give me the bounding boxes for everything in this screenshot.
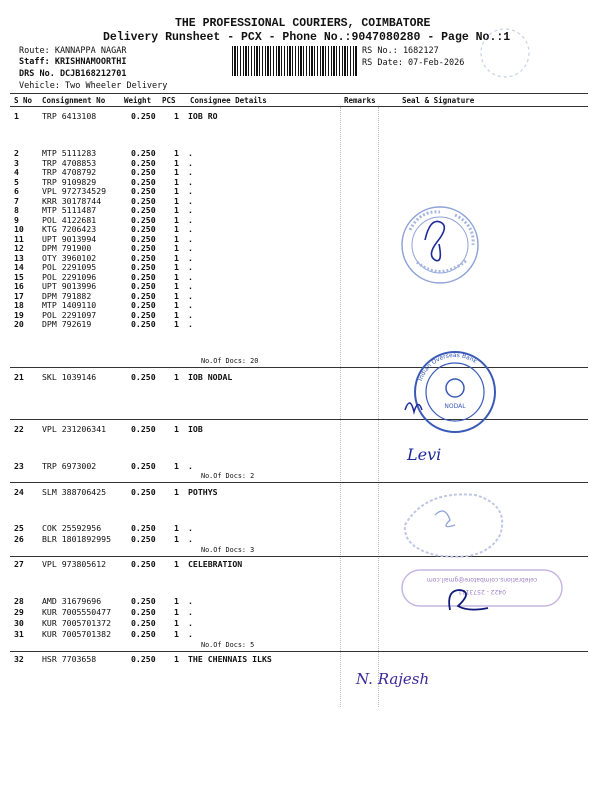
col-consignee: Consignee Details [190,96,267,105]
stamp-text: Indian Overseas Bank [416,351,479,382]
row-serial: 22 [14,424,24,434]
row-consignment-no: COK 25592956 [42,523,102,533]
row-consignment-no: TRP 6413108 [42,111,97,121]
row-pcs: 1 [174,523,179,533]
row-pcs: 1 [174,290,179,301]
row-consignment-no: VPL 972734529 [42,186,107,196]
row-pcs: 1 [174,167,179,177]
row-serial: 8 [14,205,19,215]
row-pcs: 1 [174,271,179,282]
row-weight: 0.250 [131,618,156,628]
row-serial: 28 [14,596,24,606]
rs-number: RS No.: 1682127 [362,46,439,56]
row-consignee: . [188,319,193,329]
row-consignment-no: KRR 30178744 [42,195,102,206]
row-serial: 10 [14,224,24,234]
row-pcs: 1 [174,319,179,329]
row-weight: 0.250 [131,148,156,158]
iob-nodal-stamp [400,350,510,440]
row-consignee: . [188,300,193,310]
row-consignment-no: TRP 9109829 [42,176,97,187]
row-consignment-no: VPL 973805612 [42,559,107,569]
row-pcs: 1 [174,372,179,382]
row-serial: 12 [14,243,24,253]
row-serial: 31 [14,629,24,639]
iob-ro-stamp [395,200,495,290]
row-consignment-no: OTY 3960102 [42,252,97,263]
row-pcs: 1 [174,461,179,471]
row-serial: 27 [14,559,24,569]
row-pcs: 1 [174,262,179,272]
row-consignee: CELEBRATION [188,559,243,569]
stamp-text: NODAL [444,403,466,410]
doc-count: No.Of Docs: 20 [201,357,259,365]
row-weight: 0.250 [131,224,156,234]
row-pcs: 1 [174,300,179,310]
rs-date: RS Date: 07-Feb-2026 [362,58,465,68]
row-weight: 0.250 [131,607,156,617]
row-serial: 18 [14,300,24,310]
row-pcs: 1 [174,195,179,206]
row-weight: 0.250 [131,233,156,244]
group-divider [10,651,588,652]
row-pcs: 1 [174,654,179,664]
row-weight: 0.250 [131,372,156,382]
row-weight: 0.250 [131,205,156,215]
row-consignee: . [188,309,193,320]
doc-count: No.Of Docs: 3 [201,546,255,554]
document-subtitle: Delivery Runsheet - PCX - Phone No.:9047080280 - Page No.:1 [103,31,511,44]
row-consignment-no: KUR 7005701372 [42,618,112,628]
row-weight: 0.250 [131,319,156,329]
row-weight: 0.250 [131,262,156,272]
row-pcs: 1 [174,233,179,244]
col-seal: Seal & Signature [402,96,475,105]
row-weight: 0.250 [131,243,156,253]
row-weight: 0.250 [131,424,156,434]
row-pcs: 1 [174,214,179,225]
row-consignee: IOB RO [188,111,218,121]
stamp-text: 0422 - 2573111 [458,588,506,595]
route-label: Route: KANNAPPA NAGAR [19,46,127,56]
row-serial: 13 [14,252,24,263]
row-pcs: 1 [174,309,179,320]
row-weight: 0.250 [131,534,156,544]
row-weight: 0.250 [131,252,156,263]
row-serial: 30 [14,618,24,628]
row-consignee: . [188,195,193,206]
row-pcs: 1 [174,487,179,497]
row-consignee: IOB [188,424,203,434]
row-pcs: 1 [174,559,179,569]
row-consignee: . [188,214,193,225]
row-consignee: . [188,629,193,639]
row-serial: 29 [14,607,24,617]
row-consignee: . [188,224,193,234]
drs-number: DRS No. DCJB168212701 [19,69,127,79]
row-pcs: 1 [174,281,179,291]
col-remarks: Remarks [344,96,376,105]
row-weight: 0.250 [131,559,156,569]
row-serial: 15 [14,271,24,282]
row-consignee: . [188,534,193,544]
row-pcs: 1 [174,148,179,158]
row-consignee: THE CHENNAIS ILKS [188,654,272,664]
row-weight: 0.250 [131,523,156,533]
row-consignment-no: MTP 5111283 [42,148,97,158]
doc-count: No.Of Docs: 5 [201,641,255,649]
row-consignee: . [188,607,193,617]
row-consignee: . [188,618,193,628]
row-consignment-no: SLM 388706425 [42,487,107,497]
row-consignment-no: SKL 1039146 [42,372,97,382]
row-consignment-no: MTP 5111487 [42,205,97,215]
row-consignee: . [188,205,193,215]
row-consignment-no: KUR 7005701382 [42,629,112,639]
row-consignee: IOB NODAL [188,372,233,382]
row-consignment-no: TRP 4708853 [42,157,97,168]
row-consignee: . [188,523,193,533]
row-consignment-no: DPM 792619 [42,319,92,329]
row-consignment-no: VPL 231206341 [42,424,107,434]
row-serial: 6 [14,186,19,196]
header-bottom-rule [10,106,588,107]
row-weight: 0.250 [131,629,156,639]
row-consignee: . [188,167,193,177]
row-serial: 9 [14,214,19,225]
row-consignment-no: DPM 791900 [42,243,92,253]
row-serial: 23 [14,461,24,471]
vehicle-label: Vehicle: Two Wheeler Delivery [19,81,168,91]
handwritten-signature [405,440,465,470]
stamp-text: celebrations.coimbatore@gmail.com [426,576,538,583]
row-serial: 24 [14,487,24,497]
row-serial: 32 [14,654,24,664]
row-weight: 0.250 [131,300,156,310]
col-sno: S No [14,96,33,105]
row-serial: 14 [14,262,24,272]
row-pcs: 1 [174,596,179,606]
row-pcs: 1 [174,534,179,544]
col-consignment: Consignment No [42,96,106,105]
row-serial: 17 [14,290,24,301]
doc-count: No.Of Docs: 2 [201,472,255,480]
row-weight: 0.250 [131,487,156,497]
row-consignee: POTHYS [188,487,218,497]
row-pcs: 1 [174,243,179,253]
row-pcs: 1 [174,176,179,187]
row-consignment-no: POL 2291095 [42,262,97,272]
row-weight: 0.250 [131,654,156,664]
row-weight: 0.250 [131,281,156,291]
row-consignee: . [188,461,193,471]
row-pcs: 1 [174,424,179,434]
row-weight: 0.250 [131,214,156,225]
row-consignment-no: POL 2291096 [42,271,97,282]
row-weight: 0.250 [131,309,156,320]
row-consignee: . [188,252,193,263]
row-consignee: . [188,157,193,168]
row-weight: 0.250 [131,111,156,121]
row-consignment-no: KUR 7005550477 [42,607,112,617]
row-serial: 25 [14,523,24,533]
row-pcs: 1 [174,157,179,168]
row-serial: 20 [14,319,24,329]
row-weight: 0.250 [131,157,156,168]
row-consignee: . [188,281,193,291]
row-pcs: 1 [174,629,179,639]
row-weight: 0.250 [131,195,156,206]
row-consignment-no: UPT 9013994 [42,233,97,244]
row-serial: 1 [14,111,19,121]
row-consignment-no: POL 2291097 [42,309,97,320]
group-divider [10,482,588,483]
row-consignment-no: AMD 31679696 [42,596,102,606]
row-consignee: . [188,176,193,187]
row-serial: 19 [14,309,24,320]
row-pcs: 1 [174,252,179,263]
row-consignment-no: HSR 7703658 [42,654,97,664]
row-pcs: 1 [174,205,179,215]
col-weight: Weight [124,96,152,105]
barcode [232,46,358,76]
row-pcs: 1 [174,186,179,196]
row-serial: 21 [14,372,24,382]
row-pcs: 1 [174,607,179,617]
celebration-stamp [398,560,568,630]
row-consignee: . [188,290,193,301]
row-weight: 0.250 [131,167,156,177]
row-consignment-no: TRP 6973002 [42,461,97,471]
row-consignment-no: UPT 9013996 [42,281,97,291]
row-serial: 16 [14,281,24,291]
row-weight: 0.250 [131,596,156,606]
row-serial: 7 [14,195,19,206]
row-consignee: . [188,262,193,272]
row-serial: 5 [14,176,19,187]
svg-text:N. Rajesh: N. Rajesh [356,670,430,688]
row-consignee: . [188,148,193,158]
staff-label: Staff: KRISHNAMOORTHI [19,57,127,67]
row-serial: 26 [14,534,24,544]
row-consignee: . [188,271,193,282]
row-consignment-no: TRP 4708792 [42,167,97,177]
row-consignment-no: DPM 791882 [42,290,92,301]
row-consignee: . [188,233,193,244]
row-consignment-no: KTG 7206423 [42,224,97,234]
row-serial: 11 [14,233,24,244]
handwritten-signature [352,660,502,700]
row-weight: 0.250 [131,176,156,187]
row-pcs: 1 [174,618,179,628]
faint-corner-stamp [470,25,540,85]
row-consignee: . [188,243,193,253]
row-weight: 0.250 [131,271,156,282]
row-serial: 3 [14,157,19,168]
row-consignment-no: BLR 1801892995 [42,534,112,544]
header-top-rule [10,93,588,94]
row-serial: 4 [14,167,19,177]
col-pcs: PCS [162,96,176,105]
row-serial: 2 [14,148,19,158]
row-consignee: . [188,596,193,606]
row-consignee: . [188,186,193,196]
row-weight: 0.250 [131,186,156,196]
row-pcs: 1 [174,224,179,234]
row-weight: 0.250 [131,461,156,471]
row-pcs: 1 [174,111,179,121]
pothys-stamp [395,485,515,565]
row-consignment-no: POL 4122681 [42,214,97,225]
svg-text:Levi: Levi [407,445,442,464]
row-weight: 0.250 [131,290,156,301]
document-title: THE PROFESSIONAL COURIERS, COIMBATORE [175,17,431,30]
row-consignment-no: MTP 1409110 [42,300,97,310]
